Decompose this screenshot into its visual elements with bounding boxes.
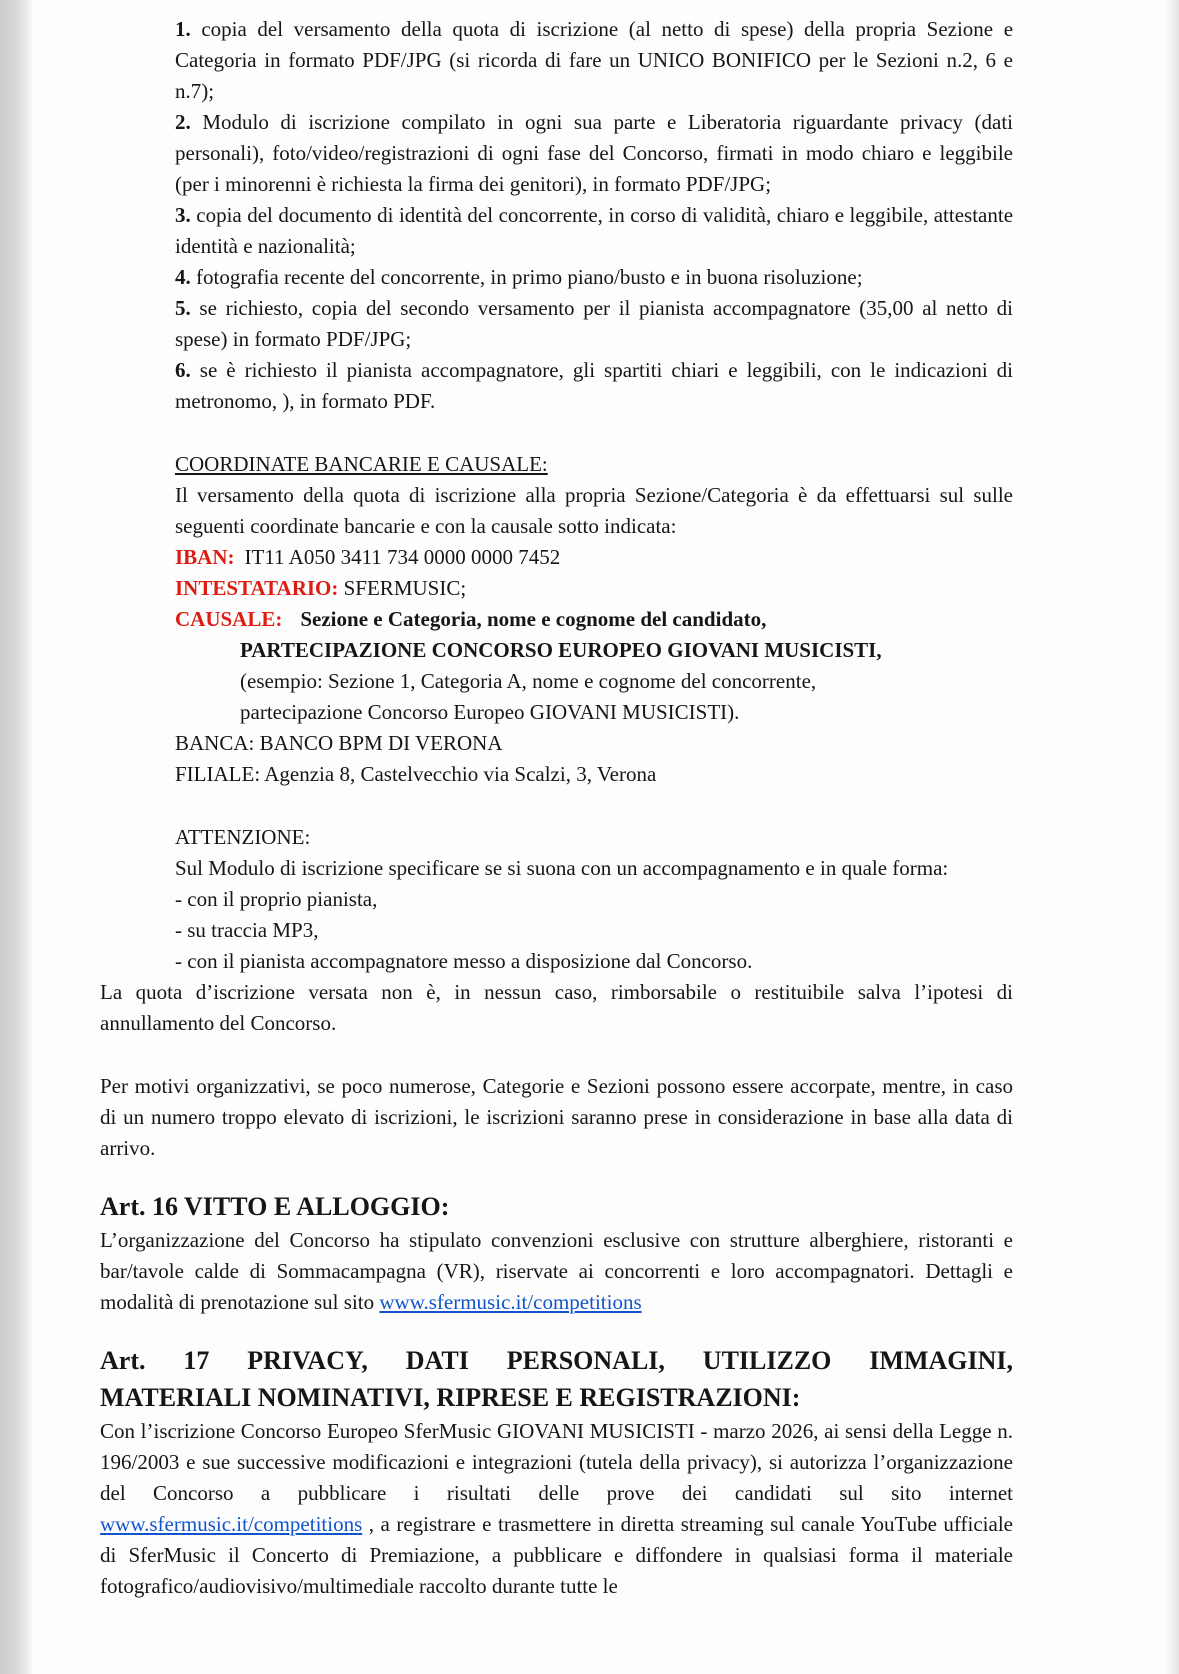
item-number: 2. bbox=[175, 110, 191, 134]
item-number: 3. bbox=[175, 203, 191, 227]
requirement-item bbox=[175, 293, 1013, 355]
bank-section bbox=[175, 449, 1013, 790]
holder-line bbox=[175, 573, 1013, 604]
item-number: 5. bbox=[175, 296, 191, 320]
article-17 bbox=[100, 1342, 1013, 1602]
article-16-heading: Art. 16 VITTO E ALLOGGIO: bbox=[100, 1192, 450, 1221]
causale-continuation-bold: PARTECIPAZIONE CONCORSO EUROPEO GIOVANI MUSICISTI, bbox=[240, 638, 882, 662]
causale-line bbox=[175, 604, 1013, 635]
attention-option: - con il pianista accompagnatore messo a disposizione dal Concorso. bbox=[175, 949, 753, 973]
attention-intro: Sul Modulo di iscrizione specificare se si suona con un accompagnamento e in quale forma: bbox=[175, 856, 949, 880]
attention-section bbox=[100, 822, 1013, 1039]
spacer bbox=[100, 1164, 1013, 1188]
attention-heading: ATTENZIONE: bbox=[175, 825, 311, 849]
spacer bbox=[100, 417, 1013, 449]
causale-example-line2: partecipazione Concorso Europeo GIOVANI MUSICISTI). bbox=[240, 700, 740, 724]
attention-inner bbox=[175, 822, 1013, 977]
item-text: se è richiesto il pianista accompagnatore, gli spartiti chiari e leggibili, con le indicazioni di metronomo, ), in formato PDF. bbox=[175, 358, 1014, 413]
item-text: se richiesto, copia del secondo versamento per il pianista accompagnatore (35,00 al netto di spese) in formato PDF/JPG; bbox=[175, 296, 1014, 351]
iban-line bbox=[175, 542, 1013, 573]
item-text: copia del documento di identità del concorrente, in corso di validità, chiaro e leggibile, attestante identità e nazionalità; bbox=[175, 203, 1014, 258]
refund-note: La quota d’iscrizione versata non è, in nessun caso, rimborsabile o restituibile salva l’ipotesi di annullamento del Concorso. bbox=[100, 980, 1013, 1035]
article-17-text-2: , a registrare e trasmettere in diretta streaming sul canale YouTube ufficiale di SferMusic il Concerto di Premiazione, a pubblicare e diffondere in qualsiasi forma il materiale fotografico/audiovisivo/multimediale raccolto durante tutte le bbox=[100, 1512, 1013, 1598]
attention-option: - su traccia MP3, bbox=[175, 918, 319, 942]
holder-value: SFERMUSIC; bbox=[343, 576, 467, 600]
article-16 bbox=[100, 1188, 1013, 1318]
item-number: 1. bbox=[175, 17, 191, 41]
item-text: fotografia recente del concorrente, in primo piano/busto e in buona risoluzione; bbox=[196, 265, 863, 289]
article-17-text-1: Con l’iscrizione Concorso Europeo SferMusic GIOVANI MUSICISTI - marzo 2026, ai sensi della Legge n. 196/2003 e sue successive modificazioni e integrazioni (tutela della privacy), si autorizza l’organizzazione del Concorso a pubblicare i risultati delle prove dei candidati sul sito internet bbox=[100, 1419, 1013, 1505]
bank-heading bbox=[175, 449, 1013, 480]
spacer bbox=[100, 1318, 1013, 1342]
requirement-item bbox=[175, 355, 1013, 417]
scan-edge-left bbox=[0, 0, 34, 1674]
scan-edge-right bbox=[1165, 0, 1179, 1674]
causale-text: Sezione e Categoria, nome e cognome del candidato, bbox=[300, 607, 767, 631]
article-17-heading-line2: MATERIALI NOMINATIVI, RIPRESE E REGISTRAZIONI: bbox=[100, 1383, 801, 1412]
requirement-item bbox=[175, 262, 1013, 293]
banca-line: BANCA: BANCO BPM DI VERONA bbox=[175, 731, 503, 755]
sfermusic-competitions-link[interactable]: www.sfermusic.it/competitions bbox=[379, 1290, 642, 1314]
sfermusic-competitions-link[interactable]: www.sfermusic.it/competitions bbox=[100, 1512, 363, 1536]
spacer bbox=[100, 790, 1013, 822]
item-text: Modulo di iscrizione compilato in ogni sua parte e Liberatoria riguardante privacy (dati personali), foto/video/registrazioni di ogni fase del Concorso, firmati in modo chiaro e leggibile (per i minorenni è richiesta la firma dei genitori), in formato PDF/JPG; bbox=[175, 110, 1013, 196]
item-number: 4. bbox=[175, 265, 191, 289]
causale-label: CAUSALE: bbox=[175, 607, 283, 631]
attention-option: - con il proprio pianista, bbox=[175, 887, 378, 911]
item-number: 6. bbox=[175, 358, 191, 382]
causale-example-line1: (esempio: Sezione 1, Categoria A, nome e cognome del concorrente, bbox=[240, 669, 817, 693]
requirement-item bbox=[175, 14, 1013, 107]
spacer bbox=[100, 1039, 1013, 1071]
requirements-list bbox=[175, 14, 1013, 417]
iban-value: IT11 A050 3411 734 0000 0000 7452 bbox=[244, 545, 561, 569]
article-17-heading-line1: Art. 17 PRIVACY, DATI PERSONALI, UTILIZZO IMMAGINI, bbox=[100, 1346, 1013, 1375]
bank-heading-text: COORDINATE BANCARIE E CAUSALE: bbox=[175, 452, 548, 476]
iban-label: IBAN: bbox=[175, 545, 235, 569]
requirement-item bbox=[175, 107, 1013, 200]
requirement-item bbox=[175, 200, 1013, 262]
holder-label: INTESTATARIO: bbox=[175, 576, 339, 600]
article-16-body bbox=[100, 1225, 1013, 1318]
filiale-line: FILIALE: Agenzia 8, Castelvecchio via Scalzi, 3, Verona bbox=[175, 762, 657, 786]
article-16-text: L’organizzazione del Concorso ha stipulato convenzioni esclusive con strutture alberghiere, ristoranti e bar/tavole calde di Sommacampagna (VR), riservate ai concorrenti e loro accompagnatori. Dettagli e modalità di prenotazione sul sito bbox=[100, 1228, 1013, 1314]
document-content bbox=[100, 14, 1013, 1602]
article-17-body bbox=[100, 1416, 1013, 1602]
item-text: copia del versamento della quota di iscrizione (al netto di spese) della propria Sezione e Categoria in formato PDF/JPG (si ricorda di fare un UNICO BONIFICO per le Sezioni n.2, 6 e n.7); bbox=[175, 17, 1014, 103]
bank-intro: Il versamento della quota di iscrizione alla propria Sezione/Categoria è da effettuarsi sul sulle seguenti coordinate bancarie e con la causale sotto indicata: bbox=[175, 483, 1013, 538]
organizational-note: Per motivi organizzativi, se poco numerose, Categorie e Sezioni possono essere accorpate, mentre, in caso di un numero troppo elevato di iscrizioni, le iscrizioni saranno prese in considerazione in base alla data di arrivo. bbox=[100, 1074, 1013, 1160]
